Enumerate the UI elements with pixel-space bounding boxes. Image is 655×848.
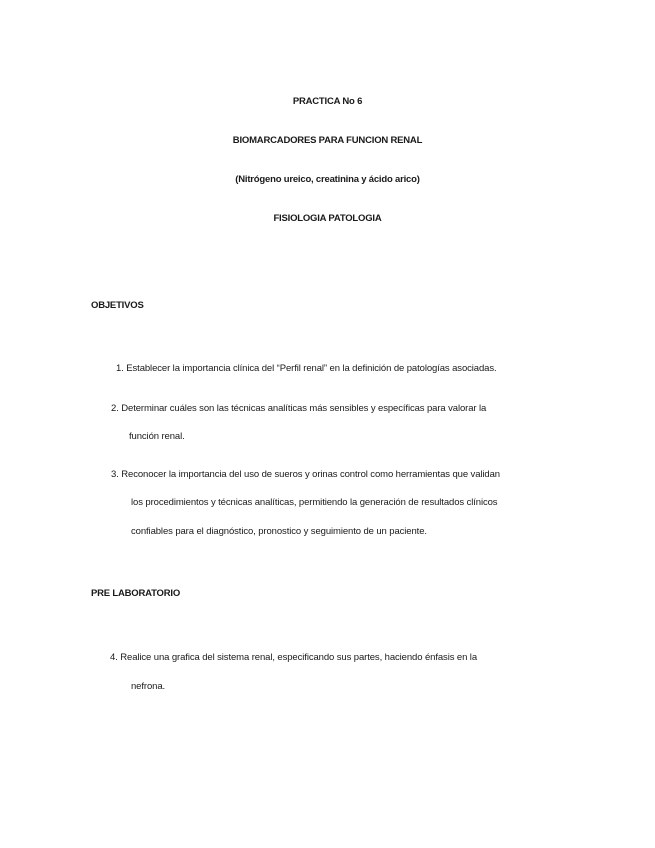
document-subtitle: (Nitrógeno ureico, creatinina y ácido arico)	[235, 174, 420, 185]
objective-3-line-2: los procedimientos y técnicas analíticas, permitiendo la generación de resultados clínicos	[131, 497, 498, 508]
objective-2-line-1: 2. Determinar cuáles son las técnicas analíticas más sensibles y específicas para valorar la	[111, 403, 487, 414]
objetivos-heading: OBJETIVOS	[91, 300, 144, 311]
objective-3-line-3: confiables para el diagnóstico, pronostico y seguimiento de un paciente.	[131, 526, 427, 537]
objective-1-line-1: 1. Establecer la importancia clínica del “Perfil renal” en la definición de patologías asociadas.	[116, 363, 497, 374]
course-name: FISIOLOGIA PATOLOGIA	[273, 213, 382, 224]
objective-2-line-2: función renal.	[129, 431, 185, 442]
objective-3-line-1: 3. Reconocer la importancia del uso de sueros y orinas control como herramientas que validan	[111, 469, 500, 480]
practice-number: PRACTICA No 6	[292, 96, 363, 107]
document-title: BIOMARCADORES PARA FUNCION RENAL	[232, 135, 423, 146]
prelab-item-4-line-2: nefrona.	[131, 681, 166, 692]
prelab-item-4-line-1: 4. Realice una grafica del sistema renal, especificando sus partes, haciendo énfasis en la	[110, 652, 477, 663]
pre-laboratorio-heading: PRE LABORATORIO	[91, 588, 181, 599]
